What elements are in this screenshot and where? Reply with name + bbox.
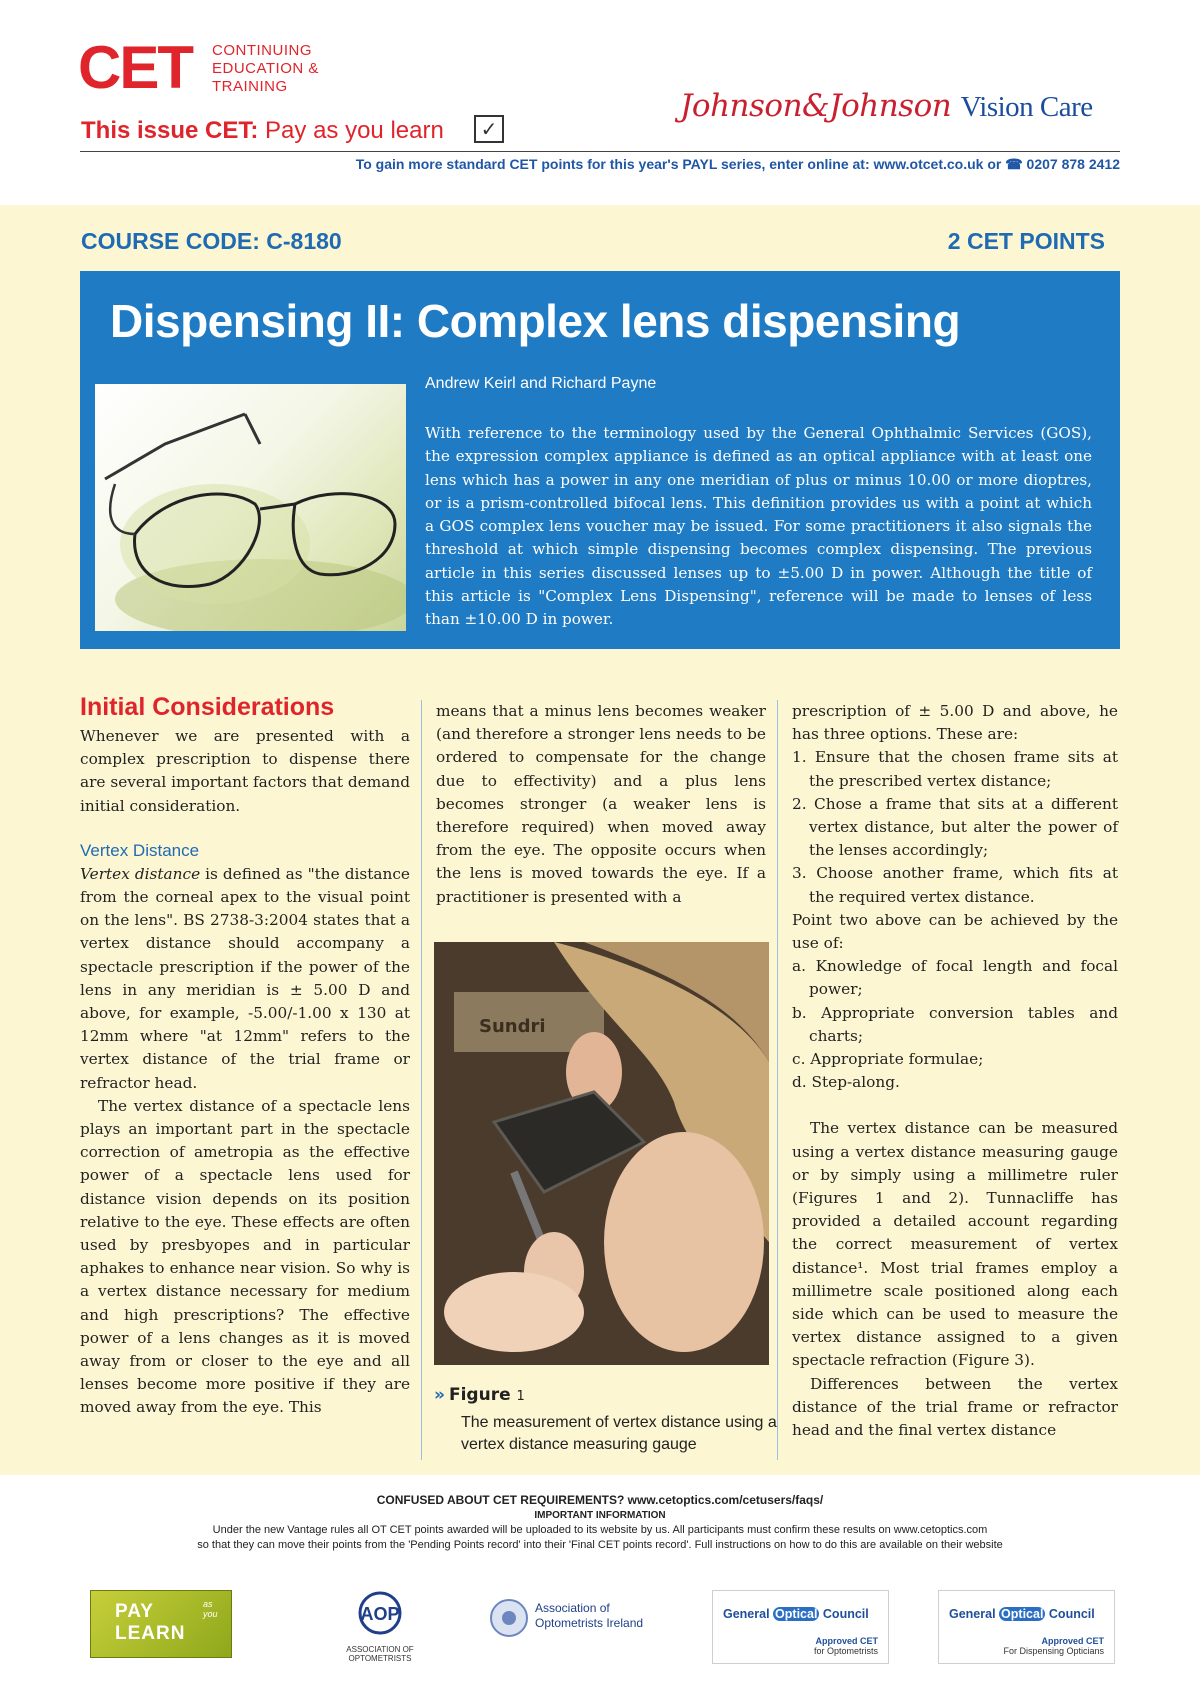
figure-label (434, 1385, 525, 1405)
payl-logo-small-word: as (203, 1599, 213, 1609)
goc-word: General (949, 1607, 996, 1621)
goc-word: Optical (1001, 1607, 1044, 1621)
goc-approved-line: Approved CET (815, 1636, 878, 1646)
column-divider (777, 700, 778, 1460)
defined-term: Vertex distance (80, 864, 201, 883)
issue-topic: Pay as you learn (265, 117, 444, 144)
body-column-1 (80, 693, 410, 1420)
article-abstract: With reference to the terminology used by the General Ophthalmic Services (GOS), the expression complex appliance is defined as an optical appliance with at least one lens which has a power in any one meridian of plus or minus 10.00 or more dioptres, or is a prism-controlled bifocal lens. This definition provides us with a point at which a GOS complex lens voucher may be issued. For some practitioners it also signals the threshold at which simple dispensing becomes complex dispensing. The previous article in this series discussed lenses up to ±5.00 D in power. Although the title of this article is "Complex Lens Dispensing", reference will be made to lenses of less than ±10.00 D in power. (425, 424, 1092, 629)
goc-word: General (723, 1607, 770, 1621)
goc-word: Council (1048, 1607, 1095, 1621)
body-column-2 (436, 700, 766, 909)
aoi-logo-text: Optometrists Ireland (535, 1616, 644, 1630)
figure-label-text: Figure (448, 1385, 511, 1405)
footer-notes (0, 1493, 1200, 1553)
course-code: COURSE CODE: C-8180 (81, 228, 342, 254)
paragraph (80, 863, 410, 1095)
list-item: 3. Choose another frame, which fits at the required vertex distance. (792, 864, 1118, 906)
glasses-illustration (95, 384, 406, 631)
sponsor-suffix: Vision Care (960, 91, 1093, 123)
figure-arrow-icon: » (434, 1385, 445, 1405)
aoi-logo (487, 1590, 667, 1650)
footer-faq-line: CONFUSED ABOUT CET REQUIREMENTS? www.cetoptics.com/cetusers/faqs/ (376, 1493, 824, 1507)
paragraph-text: is defined as "the distance from the corneal apex to the visual point on the lens". BS 2738-3:2004 states that a vertex distance should accompany a spectacle prescription if the power of the lens in any meridian is ± 5.00 D and above, for example, -5.00/-1.00 x 130 at 12mm where "at 12mm" refers to the vertex distance of the trial frame or refractor head. (80, 864, 410, 1092)
list-item: 2. Chose a frame that sits at a different vertex distance, but alter the power of the lenses accordingly; (792, 794, 1118, 860)
goc-approved (814, 1636, 878, 1656)
aop-emblem-icon (320, 1590, 440, 1636)
photo-sign-text: Sundri (479, 1016, 546, 1037)
goc-word: Council (822, 1607, 869, 1621)
paragraph: Differences between the vertex distance of the trial frame or refractor head and the final vertex distance (792, 1374, 1118, 1440)
cet-sub-line: TRAINING (212, 78, 288, 95)
paragraph: Point two above can be achieved by the use of: (792, 910, 1118, 953)
paragraph: The vertex distance can be measured using a vertex distance measuring gauge or by simply using a millimetre ruler (Figures 1 and 2). Tunnacliffe has provided a detailed account regarding the correct measurement of vertex distance¹. Most trial frames employ a millimetre scale positioned along each side which can be used to measure the vertex distance assigned to a given spectacle refraction (Figure 3). (792, 1119, 1118, 1370)
footer-important: IMPORTANT INFORMATION (534, 1510, 666, 1521)
goc-title (723, 1607, 869, 1621)
goc-approved-line: Approved CET (1041, 1636, 1104, 1646)
methods-list (792, 955, 1118, 1094)
aop-logo-sub: ASSOCIATION OF OPTOMETRISTS (346, 1645, 414, 1663)
sponsor-logo (680, 88, 1093, 124)
footer-line: Under the new Vantage rules all OT CET points awarded will be uploaded to its website by us. All participants must confirm these results on www.cetoptics.com (212, 1524, 988, 1536)
footer-line: so that they can move their points from the 'Pending Points record' into their 'Final CET points record'. Full instructions on how to do this are available on their website (197, 1539, 1003, 1551)
cet-subtitle (212, 42, 319, 96)
paragraph: The vertex distance of a spectacle lens plays an important part in the spectacle correction of ametropia as the effective power of a spectacle lens used for distance vision depends on its position relative to the eye. These effects are often used by presbyopes and in particular aphakes to enhance near vision. So why is a vertex distance necessary for medium and high prescriptions? The effective power of a lens changes as it is moved away from or closer to the eye and all lenses become more positive if they are moved away from the eye. This (80, 1096, 410, 1417)
header-divider (80, 151, 1120, 152)
goc-optometrists-logo (712, 1590, 889, 1664)
paragraph: means that a minus lens becomes weaker (and therefore a stronger lens needs to be ordered to compensate for the change due to effectivity) and a plus lens becomes stronger (a weaker lens is therefore required) when moved away from the eye. The opposite occurs when the lens is moved towards the eye. If a practitioner is presented with a (436, 702, 766, 906)
issue-prefix: This issue CET: (81, 117, 259, 144)
payl-info-line: To gain more standard CET points for this year's PAYL series, enter online at: www.otcet.co.uk or ☎ 0207 878 2412 (355, 156, 1120, 172)
issue-line (81, 117, 444, 145)
list-item: d. Step-along. (792, 1073, 900, 1092)
list-item: 1. Ensure that the chosen frame sits at the prescribed vertex distance; (792, 748, 1118, 790)
glasses-image (95, 384, 406, 631)
options-list (792, 746, 1118, 908)
column-divider (421, 700, 422, 1460)
article-title: Dispensing II: Complex lens dispensing (110, 295, 961, 347)
section-heading: Initial Considerations (80, 693, 335, 721)
aoi-logo-text: Association of (535, 1601, 610, 1615)
aoi-emblem-icon (487, 1590, 667, 1650)
check-icon: ✓ (474, 115, 504, 143)
aop-logo-text: AOP (360, 1604, 400, 1624)
goc-approved-line: for Optometrists (813, 1646, 878, 1656)
cet-logo: CET (78, 34, 192, 101)
pay-as-you-learn-logo (90, 1590, 232, 1658)
list-item: c. Appropriate formulae; (792, 1050, 984, 1069)
body-column-3 (792, 700, 1118, 1442)
goc-approved-line: For Dispensing Opticians (1003, 1646, 1104, 1656)
vertex-gauge-photo (434, 942, 769, 1365)
article-authors: Andrew Keirl and Richard Payne (425, 375, 657, 392)
payl-logo-word: PAY (115, 1601, 154, 1622)
figure-caption: The measurement of vertex distance using a vertex distance measuring gauge (461, 1414, 777, 1453)
sub-heading: Vertex Distance (80, 840, 200, 860)
paragraph: prescription of ± 5.00 D and above, he has three options. These are: (792, 702, 1118, 744)
figure-number: 1 (516, 1389, 525, 1404)
goc-title (949, 1607, 1095, 1621)
payl-logo-text (115, 1601, 185, 1645)
payl-logo-word: LEARN (115, 1623, 186, 1644)
aop-logo (320, 1590, 440, 1663)
sponsor-name: Johnson&Johnson (680, 88, 952, 124)
cet-sub-line: EDUCATION & (212, 60, 319, 77)
paragraph: Whenever we are presented with a complex prescription to dispense there are several important factors that demand initial consideration. (80, 727, 410, 815)
list-item: a. Knowledge of focal length and focal power; (792, 957, 1118, 999)
cet-sub-line: CONTINUING (212, 42, 312, 59)
list-item: b. Appropriate conversion tables and charts; (792, 1003, 1118, 1045)
cet-points: 2 CET POINTS (947, 228, 1105, 254)
goc-dispensing-logo (938, 1590, 1115, 1664)
goc-word: Optical (775, 1607, 818, 1621)
goc-approved (1003, 1636, 1104, 1656)
payl-logo-small-word: you (203, 1609, 218, 1619)
figure-photo (434, 942, 769, 1365)
payl-logo-small (203, 1599, 218, 1619)
